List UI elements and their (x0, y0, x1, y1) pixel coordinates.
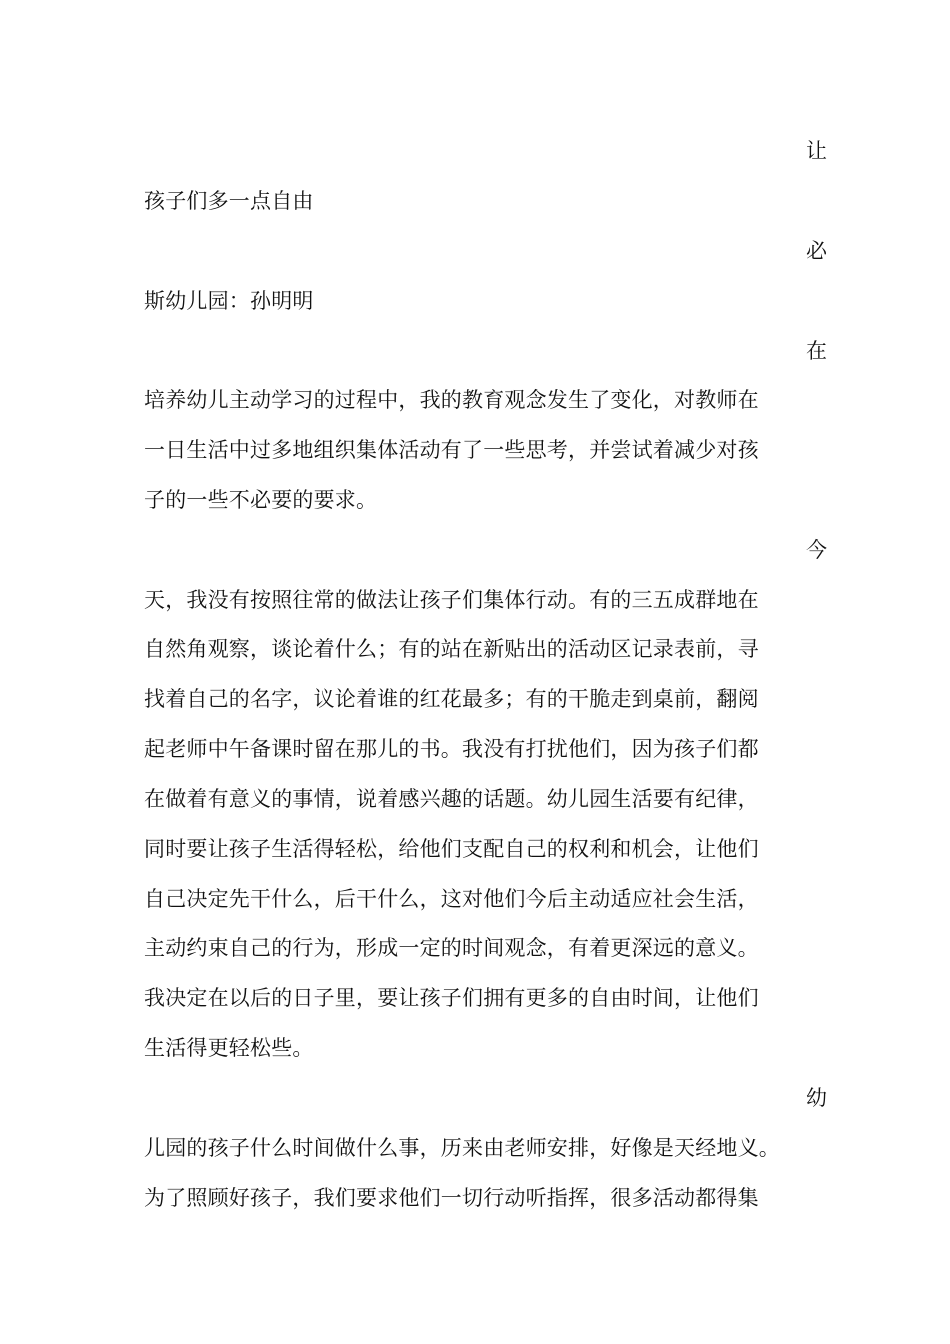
author-line: 斯幼儿园：孙明明 (144, 289, 314, 313)
drop-char-1: 让 (806, 139, 827, 163)
paragraph-2-line-5: 在做着有意义的事情，说着感兴趣的话题。幼儿园生活要有纪律， (144, 787, 759, 811)
paragraph-2-line-9: 我决定在以后的日子里，要让孩子们拥有更多的自由时间，让他们 (144, 986, 759, 1010)
paragraph-2-line-2: 自然角观察，谈论着什么；有的站在新贴出的活动区记录表前，寻 (144, 637, 759, 661)
paragraph-3-line-2: 为了照顾好孩子，我们要求他们一切行动听指挥，很多活动都得集 (144, 1186, 759, 1210)
paragraph-2-line-4: 起老师中午备课时留在那儿的书。我没有打扰他们，因为孩子们都 (144, 737, 759, 761)
paragraph-2-line-1: 天，我没有按照往常的做法让孩子们集体行动。有的三五成群地在 (144, 588, 759, 612)
paragraph-2-line-3: 找着自己的名字，议论着谁的红花最多；有的干脆走到桌前，翻阅 (144, 687, 759, 711)
title-line: 孩子们多一点自由 (144, 189, 314, 213)
paragraph-2-line-6: 同时要让孩子生活得轻松，给他们支配自己的权利和机会，让他们 (144, 837, 759, 861)
drop-char-3: 在 (806, 339, 827, 363)
paragraph-2-line-7: 自己决定先干什么，后干什么，这对他们今后主动适应社会生活， (144, 887, 759, 911)
paragraph-1-line-3: 子的一些不必要的要求。 (144, 488, 378, 512)
paragraph-2-line-10: 生活得更轻松些。 (144, 1036, 314, 1060)
paragraph-1-line-1: 培养幼儿主动学习的过程中，我的教育观念发生了变化，对教师在 (144, 388, 759, 412)
drop-char-2: 必 (806, 239, 827, 263)
paragraph-3-line-1: 儿园的孩子什么时间做什么事，历来由老师安排，好像是天经地义。 (144, 1136, 780, 1160)
paragraph-2-line-8: 主动约束自己的行为，形成一定的时间观念，有着更深远的意义。 (144, 936, 759, 960)
paragraph-1-line-2: 一日生活中过多地组织集体活动有了一些思考，并尝试着减少对孩 (144, 438, 759, 462)
drop-char-5: 幼 (806, 1086, 827, 1110)
drop-char-4: 今 (806, 538, 827, 562)
